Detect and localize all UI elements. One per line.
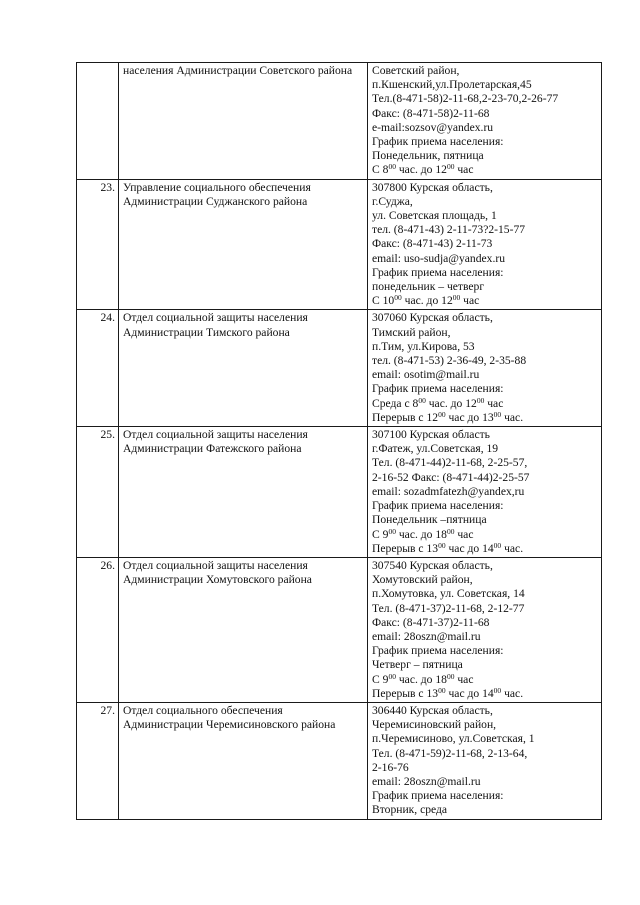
contact-cell: 307060 Курская область, Тимский район, п.Тим, ул.Кирова, 53 тел. (8-471-53) 2-36-49, 2-35-88 email: osotim@mail.ru График приема населения: Среда с $8^{00}$ час. до $12^{00}$ час Перерыв с $12^{00}$ час до $13^{00}$ час. [368,310,602,427]
reception-hours: С $10^{00}$ час. до $12^{00}$ час [372,293,480,308]
break-hours: Перерыв с $12^{00}$ час до $13^{00}$ час. [372,409,524,424]
table-row [77,427,602,558]
email-text: email: 28oszn@mail.ru [372,629,481,643]
social-protection-offices-table [76,62,602,820]
office-name: Отдел социальной защиты населения Администрации Тимского района [119,310,368,427]
row-number: 26. [77,557,119,702]
break-hours: Перерыв с $13^{00}$ час до $14^{00}$ час. [372,685,524,700]
break-hours: Перерыв с $13^{00}$ час до $14^{00}$ час. [372,540,524,555]
email-text: email: osotim@mail.ru [372,368,480,382]
contact-cell: 307800 Курская область, г.Суджа, ул. Советская площадь, 1 тел. (8-471-43) 2-11-73?2-15-77 Факс: (8-471-43) 2-11-73 email: uso-sudja@yandex.ru График приема населения: понедельник – четверг С $10^{00}$ час. до $12^{00}$ час [368,179,602,310]
reception-hours: С $9^{00}$ час. до $18^{00}$ час [372,526,474,541]
contact-cell: Советский район, п.Кшенский,ул.Пролетарская,45 Тел.(8-471-58)2-11-68,2-23-70,2-26-77 Факс: (8-471-58)2-11-68 e-mail:sozsov@yandex.ru График приема населения: Понедельник, пятница С $8^{00}$ час. до $12^{00}$ час [368,63,602,180]
contact-cell: 306440 Курская область, Черемисиновский район, п.Черемисиново, ул.Советская, 1 Тел. (8-471-59)2-11-68, 2-13-64, 2-16-76 email: 28oszn@mail.ru График приема населения: Вторник, среда [368,702,602,819]
office-name: Отдел социального обеспечения Администрации Черемисиновского района [119,702,368,819]
email-text: email: 28oszn@mail.ru [372,774,481,788]
email-text: email: uso-sudja@yandex.ru [372,251,506,265]
row-number: 23. [77,179,119,310]
office-name: населения Администрации Советского района [119,63,368,180]
office-name: Отдел социальной защиты населения Администрации Фатежского района [119,427,368,558]
row-number: 25. [77,427,119,558]
contact-cell: 307100 Курская область г.Фатеж, ул.Советская, 19 Тел. (8-471-44)2-11-68, 2-25-57, 2-16-52 Факс: (8-471-44)2-25-57 email: sozadmfatezh@yandex,ru График приема населения: Понедельник –пятница С $9^{00}$ час. до $18^{00}$ час Перерыв с $13^{00}$ час до $14^{00}$ час. [368,427,602,558]
reception-hours: С $9^{00}$ час. до $18^{00}$ час [372,671,474,686]
row-number: 24. [77,310,119,427]
row-number [77,63,119,180]
table-row [77,557,602,702]
reception-hours: С $8^{00}$ час. до $12^{00}$ час [372,162,474,177]
office-name: Управление социального обеспечения Администрации Суджанского района [119,179,368,310]
contact-cell: 307540 Курская область, Хомутовский район, п.Хомутовка, ул. Советская, 14 Тел. (8-471-37)2-11-68, 2-12-77 Факс: (8-471-37)2-11-68 email: 28oszn@mail.ru График приема населения: Четверг – пятница С $9^{00}$ час. до $18^{00}$ час Перерыв с $13^{00}$ час до $14^{00}$ час. [368,557,602,702]
table-row [77,702,602,819]
table-row [77,63,602,180]
table-row [77,310,602,427]
email-text: email: sozadmfatezh@yandex,ru [372,484,525,498]
row-number: 27. [77,702,119,819]
email-text: e-mail:sozsov@yandex.ru [372,120,494,134]
table-row [77,179,602,310]
office-name: Отдел социальной защиты населения Администрации Хомутовского района [119,557,368,702]
reception-hours: Среда с $8^{00}$ час. до $12^{00}$ час [372,395,504,410]
